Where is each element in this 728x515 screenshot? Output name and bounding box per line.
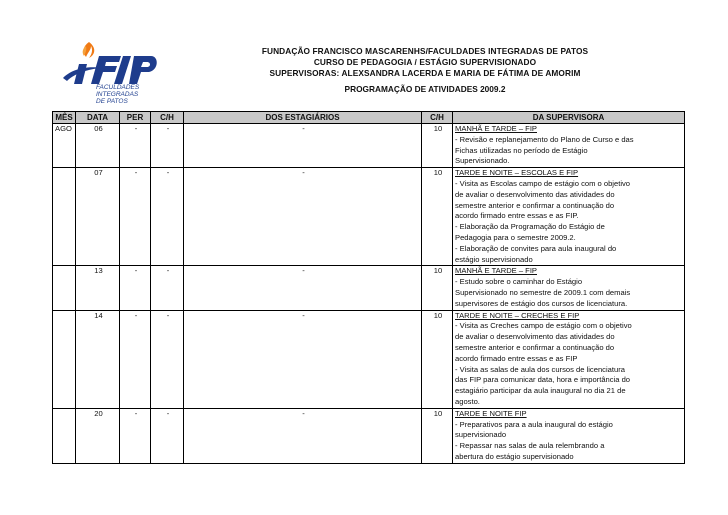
activity-title: TARDE E NOITE FIP [455, 408, 527, 418]
activity-line: supervisionado [455, 430, 507, 440]
header-institution: FUNDAÇÃO FRANCISCO MASCARENHS/FACULDADES INTEGRADAS DE PATOS [261, 46, 589, 56]
table-row [53, 408, 685, 463]
col-header-ch: C/H [151, 112, 184, 124]
activity-line: semestre anterior e confirmar a continuação do [455, 200, 615, 210]
header-supervisors: SUPERVISORAS: ALEXSANDRA LACERDA E MARIA DE FÁTIMA DE AMORIM [269, 68, 581, 78]
cell-ch: - [151, 266, 184, 310]
activity-line: - Preparativos para a aula inaugural do estágio [455, 419, 613, 429]
logo-tagline-line: FACULDADES [96, 84, 140, 91]
activity-line: Fichas utilizadas no período de Estágio [455, 145, 588, 155]
activity-line: - Elaboração da Programação do Estágio de [455, 222, 605, 232]
activity-line: estágio supervisionado [455, 254, 533, 264]
cell-ch-supervisora: 10 [422, 266, 453, 310]
cell-supervisora [453, 124, 685, 168]
table-row [53, 168, 685, 266]
activity-line: acordo firmado entre essas e as FIP. [455, 211, 579, 221]
table-row [53, 266, 685, 310]
cell-supervisora [453, 310, 685, 408]
cell-mes: AGO [53, 124, 76, 168]
activity-line: acordo firmado entre essas e as FIP [455, 353, 578, 363]
table-row [53, 310, 685, 408]
cell-estagiarios: - [184, 310, 422, 408]
cell-mes [53, 310, 76, 408]
col-header-ch-supervisora: C/H [422, 112, 453, 124]
flame-logo-icon [55, 38, 165, 88]
cell-supervisora [453, 266, 685, 310]
activity-line: - Estudo sobre o caminhar do Estágio [455, 277, 583, 287]
activity-title: TARDE E NOITE – ESCOLAS E FIP [455, 168, 579, 178]
activity-line: supervisores de estágio dos cursos de licenciatura. [455, 298, 628, 308]
col-header-mes: MÊS [53, 112, 76, 124]
cell-data: 20 [76, 408, 120, 463]
logo-tagline [96, 84, 139, 105]
activity-line: de avaliar o desenvolvimento das atividades do [455, 332, 615, 342]
cell-data: 14 [76, 310, 120, 408]
cell-per: - [120, 408, 151, 463]
activity-line: - Revisão e replanejamento do Plano de Curso e das [455, 134, 634, 144]
col-header-per: PER [120, 112, 151, 124]
cell-per: - [120, 168, 151, 266]
cell-data: 07 [76, 168, 120, 266]
activity-line: - Repassar nas salas de aula relembrando a [455, 441, 605, 451]
cell-estagiarios: - [184, 168, 422, 266]
cell-per: - [120, 310, 151, 408]
activity-line: estagiário participar da aula inaugural no dia 21 de [455, 386, 626, 396]
cell-mes [53, 168, 76, 266]
activity-line: Supervisionado. [455, 156, 510, 166]
activity-line: - Elaboração de convites para aula inaugural do [455, 243, 617, 253]
activity-title: MANHÃ E TARDE – FIP [455, 124, 537, 133]
table-row [53, 124, 685, 168]
document-header [240, 46, 610, 79]
activity-title: MANHÃ E TARDE – FIP [455, 266, 537, 276]
activity-line: semestre anterior e confirmar a continuação do [455, 342, 615, 352]
cell-ch: - [151, 168, 184, 266]
program-title: PROGRAMAÇÃO DE ATIVIDADES 2009.2 [344, 84, 506, 94]
cell-supervisora [453, 168, 685, 266]
cell-ch-supervisora: 10 [422, 124, 453, 168]
cell-ch-supervisora: 10 [422, 168, 453, 266]
activity-line: - Visita as salas de aula dos cursos de licenciatura [455, 364, 625, 374]
cell-supervisora [453, 408, 685, 463]
table-header-row [53, 112, 685, 124]
cell-data: 06 [76, 124, 120, 168]
col-header-supervisora: DA SUPERVISORA [453, 112, 685, 124]
cell-estagiarios: - [184, 124, 422, 168]
activity-line: de avaliar o desenvolvimento das atividades do [455, 189, 615, 199]
cell-mes [53, 266, 76, 310]
cell-mes [53, 408, 76, 463]
activity-line: das FIP para comunicar data, hora e importância do [455, 375, 631, 385]
cell-estagiarios: - [184, 408, 422, 463]
header-course: CURSO DE PEDAGOGIA / ESTÁGIO SUPERVISIONADO [313, 57, 537, 67]
activity-title: TARDE E NOITE – CRECHES E FIP [455, 310, 580, 320]
logo-tagline-line: INTEGRADAS [96, 91, 139, 98]
activity-line: Supervisionado no semestre de 2009.1 com demais [455, 287, 631, 297]
activity-line: - Visita as Escolas campo de estágio com o objetivo [455, 178, 631, 188]
cell-estagiarios: - [184, 266, 422, 310]
cell-ch: - [151, 124, 184, 168]
logo-tagline-line: DE PATOS [96, 98, 128, 105]
cell-ch-supervisora: 10 [422, 310, 453, 408]
schedule-table [52, 111, 685, 464]
cell-data: 13 [76, 266, 120, 310]
col-header-data: DATA [76, 112, 120, 124]
cell-per: - [120, 124, 151, 168]
activity-line: abertura do estágio supervisionado [455, 451, 574, 461]
activity-line: - Visita as Creches campo de estágio com o objetivo [455, 321, 632, 331]
col-header-estagiarios: DOS ESTAGIÁRIOS [184, 112, 422, 124]
activity-line: agosto. [455, 396, 480, 406]
cell-per: - [120, 266, 151, 310]
activity-line: Pedagogia para o semestre 2009.2. [455, 232, 576, 242]
cell-ch: - [151, 408, 184, 463]
cell-ch: - [151, 310, 184, 408]
cell-ch-supervisora: 10 [422, 408, 453, 463]
